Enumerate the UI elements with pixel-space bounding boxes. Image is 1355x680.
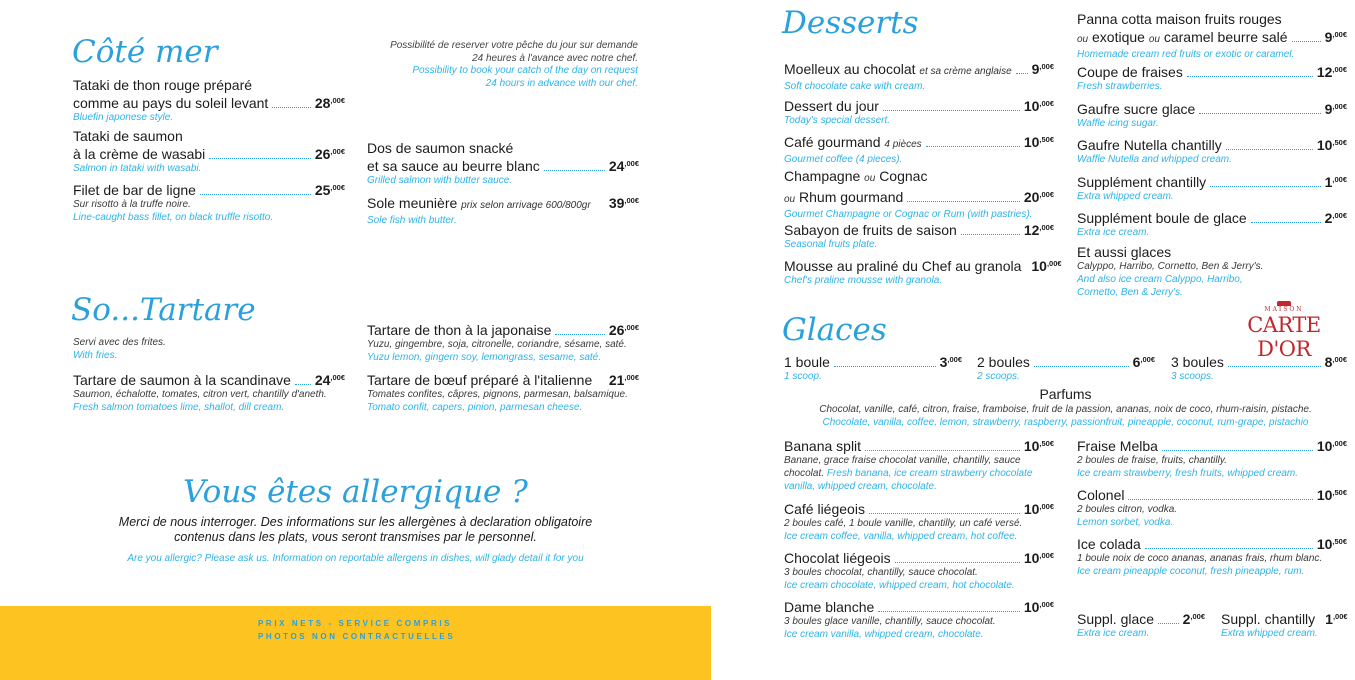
served-en: With fries. <box>73 350 118 361</box>
price: $10^{,50€}$ <box>1316 137 1347 153</box>
item-desc-fr: 2 boules citron, vodka. <box>1077 504 1178 515</box>
item-name: 2 boules <box>977 354 1030 370</box>
item-name: Café gourmand 4 pièces <box>784 134 922 150</box>
price: $10^{,50€}$ <box>1023 438 1054 454</box>
item-desc-en: Ice cream coffee, vanilla, whipped cream, hot coffee. <box>784 531 1018 542</box>
item-desc-en: Homemade cream red fruits or exotic or caramel. <box>1077 49 1295 60</box>
dot-leader <box>1199 113 1320 114</box>
dot-leader <box>209 158 311 159</box>
item-name: Gaufre sucre glace <box>1077 101 1196 117</box>
item-name: Tartare de saumon à la scandinave <box>73 372 291 388</box>
dot-leader <box>295 384 311 385</box>
menu-item-tartare-boeuf <box>367 370 639 414</box>
menu-item-tartare-scandinave <box>73 370 345 414</box>
item-desc-en: Bluefin japonese style. <box>73 112 174 123</box>
menu-item-banana-split <box>784 436 1054 493</box>
item-desc-fr: Calyppo, Harribo, Cornetto, Ben & Jerry's. <box>1077 261 1264 272</box>
price: $1^{,00€}$ <box>1325 611 1348 627</box>
price-row <box>1077 27 1347 48</box>
tartare-title: So...Tartare <box>71 292 256 328</box>
dot-leader <box>895 562 1020 563</box>
dot-leader <box>200 194 311 195</box>
parfums-en: Chocolate, vanilla, coffee, lemon, strawberry, raspberry, passionfruit, pineapple, coconut, rum-grape, pistachio <box>822 417 1309 428</box>
item-desc-en: Extra ice cream. <box>1077 628 1150 639</box>
dot-leader <box>865 450 1020 451</box>
item-desc-en: Salmon in tataki with wasabi. <box>73 163 202 174</box>
item-desc-fr: Yuzu, gingembre, soja, citronelle, coriandre, sésame, saté. <box>367 339 627 350</box>
logo-carte-dor: CARTE D'OR <box>1247 313 1321 361</box>
item-desc-en: Chef's praline mousse with granola. <box>784 275 943 286</box>
dot-leader <box>1292 41 1321 42</box>
price-row <box>784 548 1054 566</box>
item-name: Dame blanche <box>784 599 875 615</box>
item-name: Et aussi glaces <box>1077 244 1172 260</box>
item-name: Supplément boule de glace <box>1077 210 1247 226</box>
menu-item-2-boules <box>977 352 1155 383</box>
price: $10^{,00€}$ <box>1031 258 1062 274</box>
price-row <box>73 370 345 388</box>
item-desc-en: Grilled salmon with butter sauce. <box>367 175 513 186</box>
item-desc-en: Waffle Nutella and whipped cream. <box>1077 154 1232 165</box>
dot-leader <box>1162 450 1313 451</box>
item-desc-en-line2: Cornetto, Ben & Jerry's. <box>1077 287 1183 298</box>
price-row <box>1221 609 1347 627</box>
allergy-notice <box>0 515 711 565</box>
price-row <box>1077 485 1347 503</box>
price: $10^{,00€}$ <box>1316 438 1347 454</box>
price: $10^{,00€}$ <box>1023 501 1054 517</box>
item-desc-en: Today's special dessert. <box>784 115 891 126</box>
price-row <box>1171 352 1347 370</box>
price: $10^{,00€}$ <box>1023 599 1054 615</box>
price-row <box>784 256 1062 274</box>
item-name: Café liégeois <box>784 501 865 517</box>
price-row <box>367 370 639 388</box>
logo-maison: MAISON <box>1264 306 1304 313</box>
menu-item-gaufre-sucre <box>1077 99 1347 130</box>
menu-item-tataki-thon <box>73 77 345 124</box>
dot-leader <box>544 170 605 171</box>
menu-item-dame-blanche <box>784 597 1054 641</box>
footer-line2: PHOTOS NON CONTRACTUELLES <box>258 632 456 641</box>
price-row <box>784 96 1054 114</box>
menu-item-ice-colada <box>1077 534 1347 578</box>
price: $8^{,00€}$ <box>1324 354 1347 370</box>
item-name-line1: Dos de saumon snacké <box>367 140 514 156</box>
price: $3^{,00€}$ <box>939 354 962 370</box>
price: $2^{,00€}$ <box>1324 210 1347 226</box>
price: $10^{,00€}$ <box>1023 98 1054 114</box>
dot-leader <box>1128 499 1312 500</box>
dot-leader <box>834 366 936 367</box>
price-row <box>1077 99 1347 117</box>
item-name: Ice colada <box>1077 536 1141 552</box>
note-en-line1: Possibility to book your catch of the day on request <box>412 65 638 76</box>
price-row <box>73 180 345 198</box>
item-name-line1: Tataki de saumon <box>73 128 183 144</box>
menu-item-champagne <box>784 168 1054 221</box>
item-name: Moelleux au chocolat et sa crème anglaise <box>784 61 1012 77</box>
menu-item-sole <box>367 193 639 227</box>
price: $10^{,50€}$ <box>1316 487 1347 503</box>
price-row <box>784 187 1054 208</box>
item-desc-en: Waffle icing sugar. <box>1077 118 1159 129</box>
item-desc-en: Line-caught bass fillet, on black truffle risotto. <box>73 212 274 223</box>
price-row <box>1077 436 1347 454</box>
menu-item-filet-bar <box>73 180 345 224</box>
item-desc-en: Ice cream vanilla, whipped cream, chocolate. <box>784 629 984 640</box>
item-desc-en-line1: And also ice cream Calyppo, Harribo, <box>1077 274 1243 285</box>
menu-item-moelleux <box>784 59 1054 93</box>
menu-item-mousse <box>784 256 1062 287</box>
item-desc-en: Yuzu lemon, gingern soy, lemongrass, sesame, saté. <box>367 352 602 363</box>
price-row <box>784 499 1054 517</box>
dot-leader <box>1226 149 1313 150</box>
price-row <box>73 93 345 111</box>
item-name: Suppl. chantilly <box>1221 611 1316 627</box>
price-row <box>977 352 1155 370</box>
dot-leader <box>1145 548 1313 549</box>
price: $25^{,00€}$ <box>314 182 345 198</box>
menu-item-tataki-saumon <box>73 128 345 175</box>
item-desc-en: Ice cream chocolate, whipped cream, hot chocolate. <box>784 580 1015 591</box>
item-desc-en: Gourmet Champagne or Cognac or Rum (with pastries). <box>784 209 1033 220</box>
dot-leader <box>1210 186 1320 187</box>
menu-item-tartare-japonaise <box>367 320 639 364</box>
price: $9^{,00€}$ <box>1324 29 1347 45</box>
item-desc-fr: Tomates confites, câpres, pignons, parmesan, balsamique. <box>367 389 628 400</box>
price-row <box>1077 135 1347 153</box>
item-name-line2: et sa sauce au beurre blanc <box>367 158 540 174</box>
item-desc-en: 2 scoops. <box>977 371 1020 382</box>
dot-leader <box>1016 73 1028 74</box>
menu-item-et-aussi <box>1077 244 1347 299</box>
item-name-line1: Panna cotta maison fruits rouges <box>1077 11 1282 27</box>
price-row <box>784 132 1054 153</box>
menu-item-cafe-liegeois <box>784 499 1054 543</box>
item-desc-fr: 2 boules café, 1 boule vanille, chantilly, un café versé. <box>784 518 1023 529</box>
item-desc-en: Extra ice cream. <box>1077 227 1150 238</box>
item-name: Colonel <box>1077 487 1125 503</box>
item-desc-en: Fresh strawberries. <box>1077 81 1163 92</box>
dot-leader <box>555 334 604 335</box>
allergy-fr-line1: Merci de nous interroger. Des informations sur les allergènes à declaration obligatoire <box>118 515 593 529</box>
allergy-en: Are you allergic? Please ask us. Information on reportable allergens in dishes, will glady detail it for you <box>127 553 584 564</box>
parfums-title: Parfums <box>1039 386 1092 402</box>
menu-item-sabayon <box>784 220 1054 251</box>
item-name-line2: à la crème de wasabi <box>73 146 206 162</box>
item-desc-fr: 1 boule noix de coco ananas, ananas frais, rhum blanc. <box>1077 553 1323 564</box>
menu-item-fraises <box>1077 62 1347 93</box>
item-name-line2: ou exotique ou caramel beurre salé <box>1077 29 1288 45</box>
price: $26^{,00€}$ <box>314 146 345 162</box>
price-row <box>73 144 345 162</box>
price: $10^{,00€}$ <box>1023 550 1054 566</box>
dot-leader <box>926 146 1020 147</box>
price-row <box>784 352 962 370</box>
price: $2^{,00€}$ <box>1182 611 1205 627</box>
note-fr-line1: Possibilité de reserver votre pêche du jour sur demande <box>390 40 638 51</box>
item-desc-mixed-line2: chocolat. Fresh banana, ice cream strawberry chocolate <box>784 468 1033 479</box>
item-desc-en: Soft chocolate cake with cream. <box>784 81 926 92</box>
item-desc-en: Gourmet coffee (4 pieces). <box>784 154 903 165</box>
dot-leader <box>907 201 1020 202</box>
item-name-line2: comme au pays du soleil levant <box>73 95 269 111</box>
item-desc-fr: Sur risotto à la truffe noire. <box>73 199 191 210</box>
price: $10^{,50€}$ <box>1023 134 1054 150</box>
item-name-line2: ou Rhum gourmand <box>784 189 904 205</box>
price: $24^{,00€}$ <box>314 372 345 388</box>
dot-leader <box>1034 366 1129 367</box>
item-name: 3 boules <box>1171 354 1224 370</box>
price: $21^{,00€}$ <box>608 372 639 388</box>
allergy-title: Vous êtes allergique ? <box>183 474 528 510</box>
price: $20^{,00€}$ <box>1023 189 1054 205</box>
parfums-block <box>784 386 1347 429</box>
price-row <box>784 220 1054 238</box>
item-desc-fr: Saumon, échalotte, tomates, citron vert, chantilly d'aneth. <box>73 389 327 400</box>
price-row <box>367 156 639 174</box>
price-row <box>1077 208 1347 226</box>
item-desc-fr: 3 boules chocolat, chantilly, sauce chocolat. <box>784 567 978 578</box>
item-desc-en: Extra whipped cream. <box>1077 191 1174 202</box>
dot-leader <box>272 107 310 108</box>
price-row <box>367 193 639 214</box>
desserts-title: Desserts <box>782 5 919 41</box>
item-name: Chocolat liégeois <box>784 550 891 566</box>
menu-item-fraise-melba <box>1077 436 1347 480</box>
price-row <box>784 59 1054 80</box>
price-row <box>1077 534 1347 552</box>
note-fr-line2: 24 heures à l'avance avec notre chef. <box>472 52 638 64</box>
menu-item-suppl-chantilly <box>1221 609 1347 640</box>
dot-leader <box>961 234 1020 235</box>
price-row <box>784 597 1054 615</box>
parfums-fr: Chocolat, vanille, café, citron, fraise, framboise, fruit de la passion, ananas, noix de coco, rhum-raisin, pistache. <box>819 404 1312 415</box>
menu-item-gaufre-nutella <box>1077 135 1347 166</box>
price: $39^{,00€}$ <box>608 195 639 211</box>
item-desc-fr: 3 boules glace vanille, chantilly, sauce chocolat. <box>784 616 996 627</box>
footer-band <box>0 606 711 680</box>
menu-item-3-boules <box>1171 352 1347 383</box>
menu-item-suppl-glace <box>1077 609 1205 640</box>
menu-item-cafe-gourmand <box>784 132 1054 166</box>
menu-item-dos-saumon <box>367 140 639 187</box>
price-row <box>784 436 1054 454</box>
item-name: Supplément chantilly <box>1077 174 1207 190</box>
tartare-served-note <box>73 336 166 362</box>
served-fr: Servi avec des frites. <box>73 337 166 348</box>
item-name: Filet de bar de ligne <box>73 182 196 198</box>
item-name: Fraise Melba <box>1077 438 1158 454</box>
menu-item-dessert-jour <box>784 96 1054 127</box>
dot-leader <box>1187 76 1313 77</box>
price: $9^{,00€}$ <box>1031 61 1054 77</box>
menu-item-1-boule <box>784 352 962 383</box>
item-name: Sole meunière prix selon arrivage 600/800gr <box>367 195 591 211</box>
price: $10^{,50€}$ <box>1316 536 1347 552</box>
price-row <box>1077 609 1205 627</box>
item-desc-en: 1 scoop. <box>784 371 822 382</box>
item-desc-en: 3 scoops. <box>1171 371 1214 382</box>
item-desc-en: Seasonal fruits plate. <box>784 239 878 250</box>
item-desc-en: Ice cream strawberry, fresh fruits, whipped cream. <box>1077 468 1298 479</box>
dot-leader <box>869 513 1020 514</box>
glaces-title: Glaces <box>782 312 887 348</box>
price: $24^{,00€}$ <box>608 158 639 174</box>
item-name: Mousse au praliné du Chef au granola <box>784 258 1022 274</box>
menu-item-supp-chantilly <box>1077 172 1347 203</box>
cote-mer-title: Côté mer <box>72 34 218 70</box>
item-desc-en: Lemon sorbet, vodka. <box>1077 517 1174 528</box>
item-desc-en: Sole fish with butter. <box>367 215 457 226</box>
dot-leader <box>878 611 1020 612</box>
menu-item-panna-cotta <box>1077 11 1347 61</box>
item-name: Gaufre Nutella chantilly <box>1077 137 1222 153</box>
dot-leader <box>883 110 1020 111</box>
footer-line1: PRIX NETS - SERVICE COMPRIS <box>258 619 453 628</box>
item-name-line1: Tataki de thon rouge préparé <box>73 77 253 93</box>
menu-item-supp-glace <box>1077 208 1347 239</box>
note-en-line2: 24 hours in advance with our chef. <box>485 77 638 89</box>
item-name: Suppl. glace <box>1077 611 1155 627</box>
item-name: Coupe de fraises <box>1077 64 1183 80</box>
price: $28^{,00€}$ <box>314 95 345 111</box>
item-name: Sabayon de fruits de saison <box>784 222 957 238</box>
dot-leader <box>1251 222 1321 223</box>
price: $12^{,00€}$ <box>1023 222 1054 238</box>
item-desc-fr: 2 boules de fraise, fruits, chantilly. <box>1077 455 1227 466</box>
price: $12^{,00€}$ <box>1316 64 1347 80</box>
price: $1^{,00€}$ <box>1324 174 1347 190</box>
item-desc-fr-line1: Banane, grace fraise chocolat vanille, chantilly, sauce <box>784 455 1021 466</box>
item-name: Banana split <box>784 438 862 454</box>
item-name: 1 boule <box>784 354 830 370</box>
item-name: Tartare de thon à la japonaise <box>367 322 552 338</box>
dot-leader <box>1158 623 1179 624</box>
price: $9^{,00€}$ <box>1324 101 1347 117</box>
menu-item-chocolat-liegeois <box>784 548 1054 592</box>
item-name: Tartare de bœuf préparé à l'italienne <box>367 372 593 388</box>
item-desc-en: Extra whipped cream. <box>1221 628 1318 639</box>
price-row <box>367 320 639 338</box>
price-row <box>1077 62 1347 80</box>
item-name-line1: Champagne ou Cognac <box>784 168 928 184</box>
item-desc-en: Ice cream pineapple coconut, fresh pineapple, rum. <box>1077 566 1305 577</box>
allergy-fr-line2: contenus dans les plats, vous seront transmises par le personnel. <box>174 530 537 544</box>
dot-leader <box>1228 366 1321 367</box>
menu-item-colonel <box>1077 485 1347 529</box>
price: $6^{,00€}$ <box>1132 354 1155 370</box>
price: $26^{,00€}$ <box>608 322 639 338</box>
price-row <box>1077 172 1347 190</box>
item-desc-en: Fresh salmon tomatoes lime, shallot, dill cream. <box>73 402 285 413</box>
catch-of-day-note <box>330 40 638 90</box>
item-desc-en: Tomato confit, capers, pinion, parmesan cheese. <box>367 402 583 413</box>
item-desc-en-line3: vanilla, whipped cream, chocolate. <box>784 481 937 492</box>
item-name: Dessert du jour <box>784 98 879 114</box>
